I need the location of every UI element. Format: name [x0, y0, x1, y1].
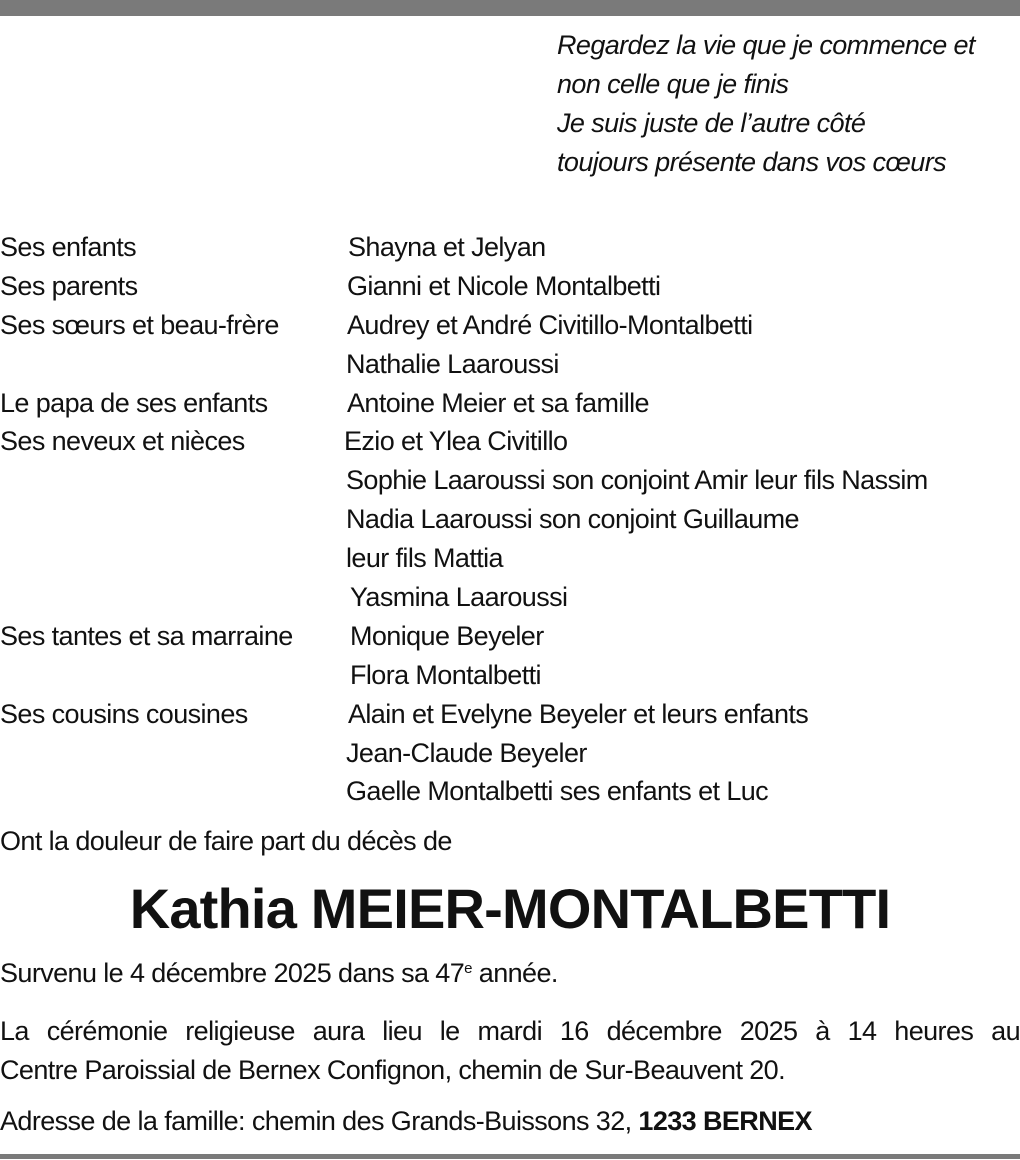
family-row [0, 384, 1020, 423]
family-relation: Ses cousins cousines [0, 698, 248, 729]
family-relation: Ses neveux et nièces [0, 426, 245, 457]
family-row [0, 267, 1020, 306]
family-row [0, 772, 1020, 811]
family-names: Sophie Laaroussi son conjoint Amir leur fils Nassim [346, 465, 928, 496]
family-names: Gaelle Montalbetti ses enfants et Luc [346, 776, 769, 807]
family-relation: Ses parents [0, 270, 138, 301]
family-row [0, 345, 1020, 384]
poem-line: Je suis juste de l’autre côté [557, 108, 866, 138]
family-names: Alain et Evelyne Beyeler et leurs enfants [348, 698, 809, 729]
address-city: 1233 BERNEX [638, 1106, 812, 1136]
family-row [0, 500, 1020, 539]
ceremony-line: Centre Paroissial de Bernex Confignon, chemin de Sur-Beauvent 20. [0, 1055, 785, 1085]
death-prefix: Survenu le 4 décembre 2025 dans sa 47 [0, 958, 465, 988]
family-relation: Ses enfants [0, 232, 136, 262]
top-rule [0, 0, 1020, 16]
family-names: Antoine Meier et sa famille [347, 387, 649, 418]
death-superscript: e [464, 960, 472, 977]
death-date-text [0, 958, 558, 989]
family-relation: Le papa de ses enfants [0, 387, 268, 418]
family-names: Yasmina Laaroussi [350, 582, 568, 613]
family-list [0, 228, 1020, 811]
family-row [0, 734, 1020, 773]
family-row [0, 228, 1020, 267]
family-row [0, 695, 1020, 734]
bottom-rule [0, 1154, 1020, 1159]
address-label: Adresse de la famille: chemin des Grands-Buissons 32, [0, 1106, 639, 1136]
ceremony-line: La cérémonie religieuse aura lieu le mardi 16 décembre 2025 à 14 heures au [0, 1016, 1020, 1046]
family-row [0, 461, 1020, 500]
poem-line: toujours présente dans vos cœurs [557, 147, 946, 177]
family-row [0, 617, 1020, 656]
family-names: Shayna et Jelyan [348, 232, 546, 262]
family-relation: Ses tantes et sa marraine [0, 620, 293, 651]
family-row [0, 578, 1020, 617]
family-names: Monique Beyeler [350, 620, 544, 651]
family-names: leur fils Mattia [346, 543, 503, 574]
family-row [0, 539, 1020, 578]
family-row [0, 306, 1020, 345]
deceased-name: Kathia MEIER-MONTALBETTI [129, 877, 891, 940]
poem-verse [557, 26, 975, 182]
family-names: Nathalie Laaroussi [346, 348, 559, 379]
family-row [0, 422, 1020, 461]
poem-line: non celle que je finis [557, 69, 789, 99]
family-names: Gianni et Nicole Montalbetti [347, 270, 661, 301]
poem-line: Regardez la vie que je commence et [557, 30, 975, 60]
family-names: Nadia Laaroussi son conjoint Guillaume [346, 504, 799, 535]
family-names: Ezio et Ylea Civitillo [344, 426, 568, 457]
family-address [0, 1106, 812, 1137]
death-suffix: année. [471, 958, 558, 988]
announcement-text: Ont la douleur de faire part du décès de [0, 826, 452, 856]
family-names: Jean-Claude Beyeler [346, 737, 587, 768]
family-relation: Ses sœurs et beau-frère [0, 309, 279, 340]
ceremony-paragraph [0, 1012, 1020, 1090]
family-row [0, 656, 1020, 695]
family-names: Flora Montalbetti [350, 659, 541, 690]
family-names: Audrey et André Civitillo-Montalbetti [347, 309, 753, 340]
